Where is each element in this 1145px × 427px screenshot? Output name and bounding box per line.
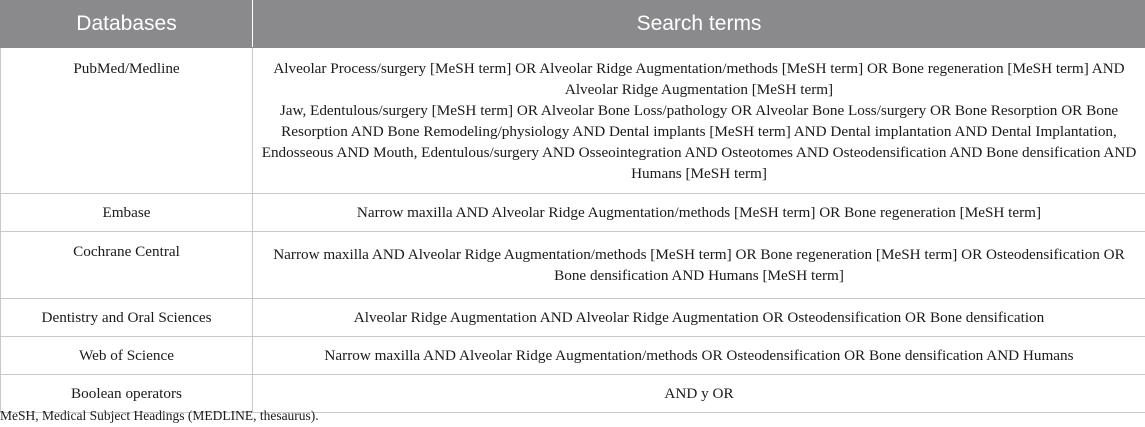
database-cell: Web of Science bbox=[1, 337, 253, 375]
database-cell: Boolean operators bbox=[1, 375, 253, 413]
table-row bbox=[1, 299, 1145, 337]
table-header-row bbox=[1, 1, 1145, 48]
table-footnote: MeSH, Medical Subject Headings (MEDLINE, thesaurus). bbox=[0, 408, 319, 423]
database-cell: Cochrane Central bbox=[1, 232, 253, 299]
database-cell: Embase bbox=[1, 194, 253, 232]
header-databases: Databases bbox=[1, 1, 253, 48]
search-terms-cell bbox=[253, 48, 1145, 194]
table-row bbox=[1, 48, 1145, 194]
table-row bbox=[1, 375, 1145, 413]
header-search-terms: Search terms bbox=[253, 1, 1145, 48]
table-row bbox=[1, 337, 1145, 375]
search-terms-cell: Alveolar Ridge Augmentation AND Alveolar Ridge Augmentation OR Osteodensification OR Bone densification bbox=[253, 299, 1145, 337]
search-terms-cell: AND y OR bbox=[253, 375, 1145, 413]
table-row bbox=[1, 194, 1145, 232]
search-term-line: Jaw, Edentulous/surgery [MeSH term] OR Alveolar Bone Loss/pathology OR Alveolar Bone Loss/surgery OR Bone Resorption OR Bone Resorption AND Bone Remodeling/physiology AND Dental implants [MeSH term] AND Dental implantation AND Dental Implantation, Endosseous AND Mouth, Edentulous/surgery AND Osseointegration AND Osteotomes AND Osteodensification AND Bone densification AND Humans [MeSH term] bbox=[261, 102, 1137, 182]
search-term-line: Alveolar Process/surgery [MeSH term] OR Alveolar Ridge Augmentation/methods [MeSH term] OR Bone regeneration [MeSH term] AND Alveolar Ridge Augmentation [MeSH term] bbox=[273, 60, 1125, 98]
search-terms-cell: Narrow maxilla AND Alveolar Ridge Augmentation/methods [MeSH term] OR Bone regeneration [MeSH term] OR Osteodensification OR Bone densification AND Humans [MeSH term] bbox=[253, 232, 1145, 299]
database-cell: PubMed/Medline bbox=[1, 48, 253, 194]
database-cell: Dentistry and Oral Sciences bbox=[1, 299, 253, 337]
search-terms-cell: Narrow maxilla AND Alveolar Ridge Augmentation/methods OR Osteodensification OR Bone densification AND Humans bbox=[253, 337, 1145, 375]
search-terms-cell: Narrow maxilla AND Alveolar Ridge Augmentation/methods [MeSH term] OR Bone regeneration [MeSH term] bbox=[253, 194, 1145, 232]
table-row bbox=[1, 232, 1145, 299]
